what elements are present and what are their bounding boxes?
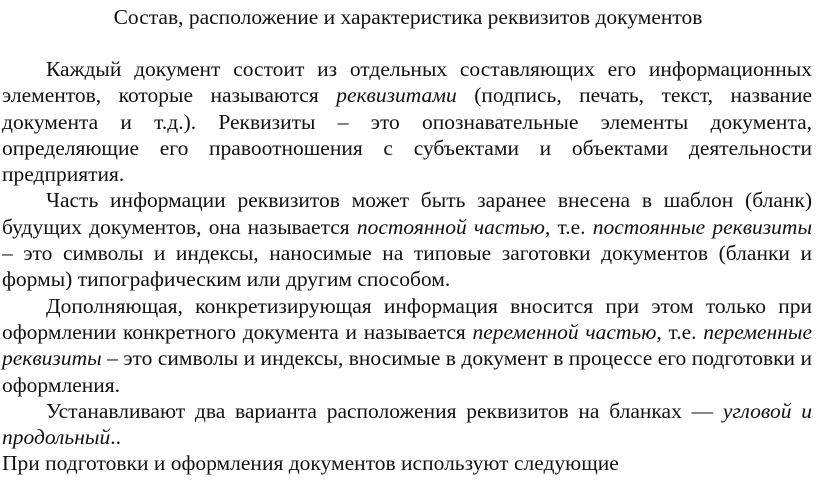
paragraph-1 (2, 56, 812, 187)
paragraph-5: При подготовки и оформления документов используют следующие (2, 451, 619, 476)
paragraph-2-text-c: т.е. (550, 214, 593, 239)
paragraph-1-text-a: Каждый документ состоит из отдельных составляющих его информационных элементов, которые называются (2, 57, 812, 108)
paragraph-4-text-a: Устанавливают два варианта расположения реквизитов на бланках — (46, 398, 723, 423)
paragraph-2-term-2: постоянные реквизиты (592, 214, 813, 239)
paragraph-3-text-a: Дополняющая, конкретизирующая информация вносится при этом только при оформлении конкретного документа и называется (2, 293, 812, 344)
paragraph-3-term-1: переменной частью (472, 319, 657, 344)
paragraph-3-text-e: – это символы и индексы, вносимые в документ в процессе его подготовки и оформления. (2, 346, 812, 397)
paragraph-3 (2, 293, 812, 398)
paragraph-4 (2, 398, 812, 451)
paragraph-2-term-1: постоянной частью, (356, 214, 551, 239)
paragraph-3-term-2: переменные реквизиты (2, 319, 812, 371)
paragraph-4-text-c: .. (110, 425, 121, 450)
paragraph-2 (2, 187, 812, 292)
paragraph-1-text-c: (подпись, печать, текст, название документа и т.д.). Реквизиты – это опознавательные элементы документа, определяющие его правоотношения с субъектами и объектами деятельности предприятия. (2, 83, 812, 187)
paragraph-2-text-e: – это символы и индексы, наносимые на типовые заготовки документов (бланки и формы) типографическим или другим способом. (2, 241, 812, 292)
paragraph-3-text-c: , т.е. (656, 319, 704, 344)
paragraph-2-text-a: Часть информации реквизитов может быть заранее внесена в шаблон (бланк) будущих документов, она называется (2, 188, 812, 239)
document-body (2, 56, 812, 477)
paragraph-1-term: реквизитами (336, 83, 457, 108)
paragraph-4-term: угловой и продольный (2, 398, 812, 450)
document-title: Состав, расположение и характеристика реквизитов документов (113, 5, 703, 29)
